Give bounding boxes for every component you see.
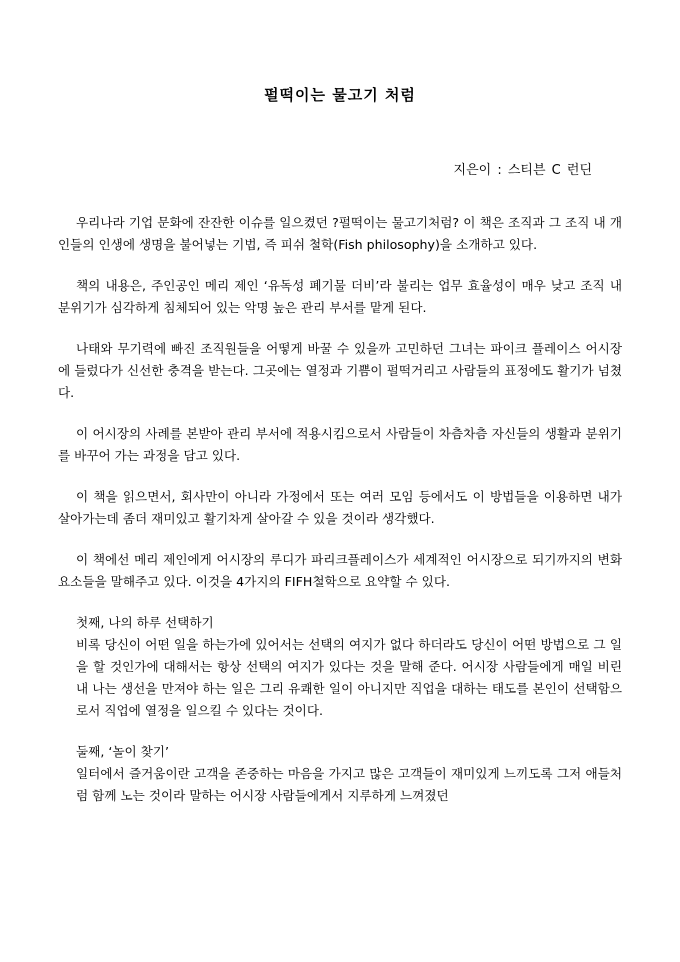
author-line: 지은이 : 스티븐 C 런딘 xyxy=(453,163,592,178)
paragraph: 책의 내용은, 주인공인 메리 제인 ‘유독성 폐기물 더비’라 불리는 업무 효율성이 매우 낮고 조직 내 분위기가 심각하게 침체되어 있는 악명 높은 관리 부서를 맡게 된다. xyxy=(58,278,622,315)
section-first xyxy=(58,612,622,722)
paragraph: 이 책에선 메리 제인에게 어시장의 루디가 파리크플레이스가 세계적인 어시장으로 되기까지의 변화요소들을 말해주고 있다. 이것을 4가지의 FIFH철학으로 요약할 수 있다. xyxy=(58,552,622,589)
paragraph: 나태와 무기력에 빠진 조직원들을 어떻게 바꿀 수 있을까 고민하던 그녀는 파이크 플레이스 어시장에 들렀다가 신선한 충격을 받는다. 그곳에는 열정과 기쁨이 펄떡거리고 사람들의 표정에도 활기가 넘쳤다. xyxy=(58,341,622,400)
section-heading: 첫째, 나의 하루 선택하기 xyxy=(76,615,214,630)
section-heading: 둘째, ‘놀이 찾기’ xyxy=(76,744,170,759)
section-text: 일터에서 즐거움이란 고객을 존중하는 마음을 가지고 많은 고객들이 재미있게 느끼도록 그저 애들처럼 함께 노는 것이라 말하는 어시장 사람들에게서 지루하게 느껴졌던 xyxy=(76,766,622,803)
paragraph: 이 어시장의 사례를 본받아 관리 부서에 적용시킴으로서 사람들이 차츰차츰 자신들의 생활과 분위기를 바꾸어 가는 과정을 담고 있다. xyxy=(58,426,622,463)
document-title: 펄떡이는 물고기 처럼 xyxy=(264,86,416,104)
document-body xyxy=(58,212,622,826)
section-text: 비록 당신이 어떤 일을 하는가에 있어서는 선택의 여지가 없다 하더라도 당신이 어떤 방법으로 그 일을 할 것인가에 대해서는 항상 선택의 여지가 있다는 것을 말해 준다. 어시장 사람들에게 매일 비린내 나는 생선을 만져야 하는 일은 그리 유쾌한 일이 아니지만 직업을 대하는 태도를 본인이 선택함으로서 직업에 열정을 일으킬 수 있다는 것이다. xyxy=(76,637,622,718)
section-second xyxy=(58,741,622,807)
paragraph: 우리나라 기업 문화에 잔잔한 이슈를 일으켰던 ?펄떡이는 물고기처럼? 이 책은 조직과 그 조직 내 개인들의 인생에 생명을 불어넣는 기법, 즉 피쉬 철학(Fish philosophy)을 소개하고 있다. xyxy=(58,215,622,252)
paragraph: 이 책을 읽으면서, 회사만이 아니라 가정에서 또는 여러 모임 등에서도 이 방법들을 이용하면 내가 살아가는데 좀더 재미있고 활기차게 살아갈 수 있을 것이라 생각했다. xyxy=(58,489,622,526)
